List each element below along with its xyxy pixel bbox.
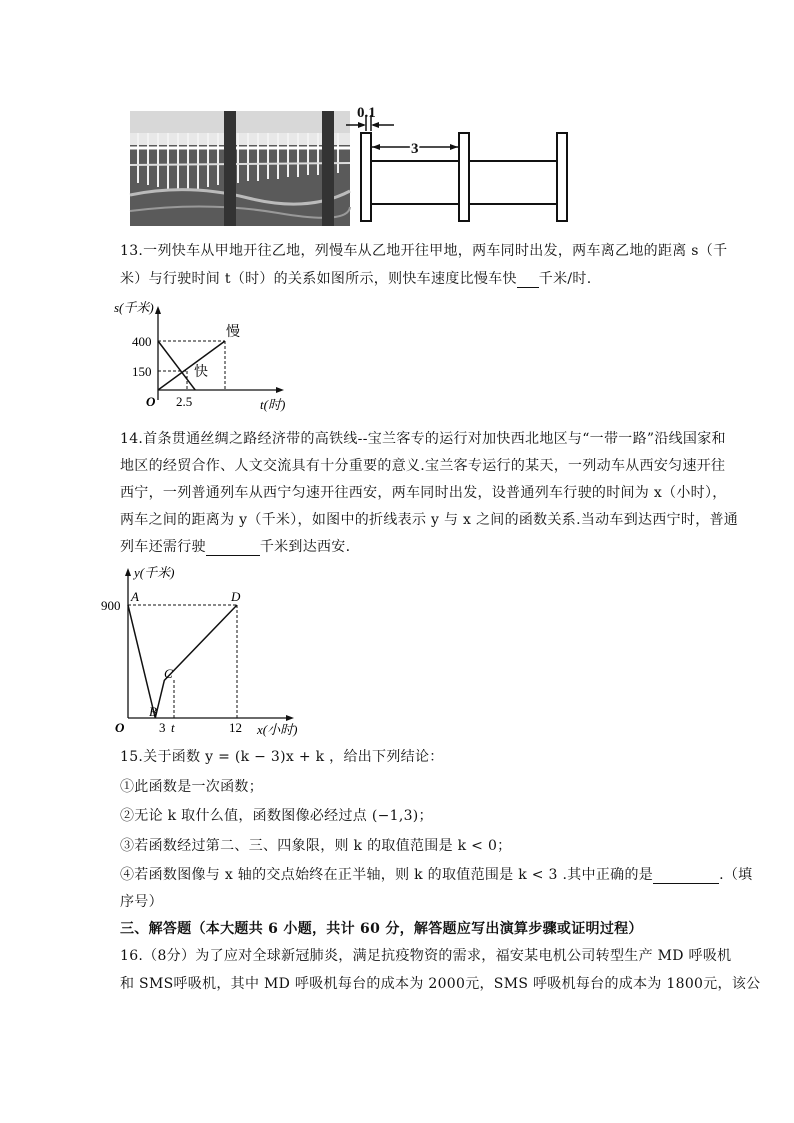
q14-ylabel: y(千米) — [134, 565, 175, 580]
q14-x-arrow — [286, 715, 294, 721]
q13-series-0 — [158, 341, 225, 390]
q13-label-slow: 慢 — [226, 325, 240, 340]
q15-conclusion-4-cont: 序号） — [120, 894, 163, 910]
q13-tick-400: 400 — [132, 334, 152, 349]
q13-ylabel: s(千米) — [114, 300, 154, 315]
q13-x-arrow — [276, 387, 284, 393]
q15-stem: 15.关于函数 y = (k − 3)x + k ，给出下列结论： — [120, 749, 444, 765]
label-3: 3 — [411, 141, 419, 157]
q15-c4-pre: ④若函数图像与 x 轴的交点始终在正半轴，则 k 的取值范围是 k < 3 .其中正确的是 — [120, 867, 654, 883]
q13-line2 — [120, 268, 591, 288]
q15-conclusion-1: ①此函数是一次函数； — [120, 779, 263, 795]
label-0.1: 0.1 — [357, 105, 376, 121]
q13-origin: O — [146, 394, 156, 409]
q13-line1: 13.一列快车从甲地开往乙地，列慢车从乙地开往甲地，两车同时出发，两车离乙地的距离 s（千 — [120, 243, 728, 259]
q15-conclusion-2: ②无论 k 取什么值，函数图像必经过点 (−1,3)； — [120, 808, 433, 824]
q13-chart-svg — [108, 296, 308, 418]
q14-tick-t: t — [171, 720, 175, 735]
q16-line1: 16.（8分）为了应对全球新冠肺炎，满足抗疫物资的需求，福安某电机公司转型生产 MD 呼吸机 — [120, 948, 732, 964]
q14-point-A: A — [131, 589, 139, 604]
q14-y-arrow — [125, 568, 131, 576]
q14-point-D: D — [231, 589, 241, 604]
q16-line2: 和 SMS呼吸机，其中 MD 呼吸机每台的成本为 2000元，SMS 呼吸机每台的成本为 1800元，该公 — [120, 976, 761, 992]
q13-xlabel: t(时) — [260, 397, 286, 412]
railing-figure — [128, 103, 588, 228]
q14-point-B: B — [149, 704, 157, 719]
q14-tick-3: 3 — [159, 720, 166, 735]
q14-line5-post: 千米到达西安. — [259, 539, 351, 555]
q13-line2-pre: 米）与行驶时间 t（时）的关系如图所示，则快车速度比慢车快 — [120, 271, 517, 287]
q15-conclusion-3: ③若函数经过第二、三、四象限，则 k 的取值范围是 k < 0； — [120, 838, 512, 854]
q13-tick-2.5: 2.5 — [176, 394, 193, 409]
q13-series-1 — [158, 341, 195, 390]
section-3-title: 三、解答题（本大题共 6 小题，共计 60 分，解答题应写出演算步骤或证明过程） — [120, 921, 643, 937]
q13-chart — [108, 296, 308, 418]
q13-tick-150: 150 — [132, 364, 152, 379]
q14-origin: O — [115, 720, 125, 735]
railing-schematic — [346, 115, 567, 221]
q14-line5-pre: 列车还需行驶 — [120, 539, 206, 555]
railing-figure-svg — [128, 103, 588, 228]
q13-answer-blank[interactable] — [517, 271, 539, 288]
q14-answer-blank[interactable] — [206, 539, 260, 556]
railing-photo — [130, 111, 350, 226]
q15-c4-post: .（填 — [719, 867, 753, 883]
q14-tick-12: 12 — [229, 720, 242, 735]
q14-series-0 — [128, 605, 237, 718]
q14-line2: 地区的经贸合作、人文交流具有十分重要的意义.宝兰客专运行的某天，一列动车从西安匀速开往 — [120, 458, 726, 474]
q13-line2-post: 千米/时. — [538, 271, 592, 287]
q14-chart-svg — [98, 560, 318, 742]
q14-chart — [98, 560, 318, 742]
q15-conclusion-4 — [120, 864, 752, 884]
q14-line5 — [120, 536, 350, 556]
q13-y-arrow — [155, 306, 161, 314]
q14-xlabel: x(小时) — [257, 722, 298, 737]
q14-line1: 14.首条贯通丝绸之路经济带的高铁线--宝兰客专的运行对加快西北地区与“一带一路”沿线国家和 — [120, 431, 726, 447]
q14-line3: 西宁，一列普通列车从西宁匀速开往西安，两车同时出发，设普通列车行驶的时间为 x（小时）， — [120, 485, 727, 501]
q14-point-C: C — [164, 666, 173, 681]
q14-line4: 两车之间的距离为 y（千米），如图中的折线表示 y 与 x 之间的函数关系.当动车到达西宁时，普通 — [120, 512, 739, 528]
q14-tick-900: 900 — [101, 598, 121, 613]
q15-answer-blank[interactable] — [653, 867, 719, 884]
q13-label-fast: 快 — [194, 365, 208, 380]
